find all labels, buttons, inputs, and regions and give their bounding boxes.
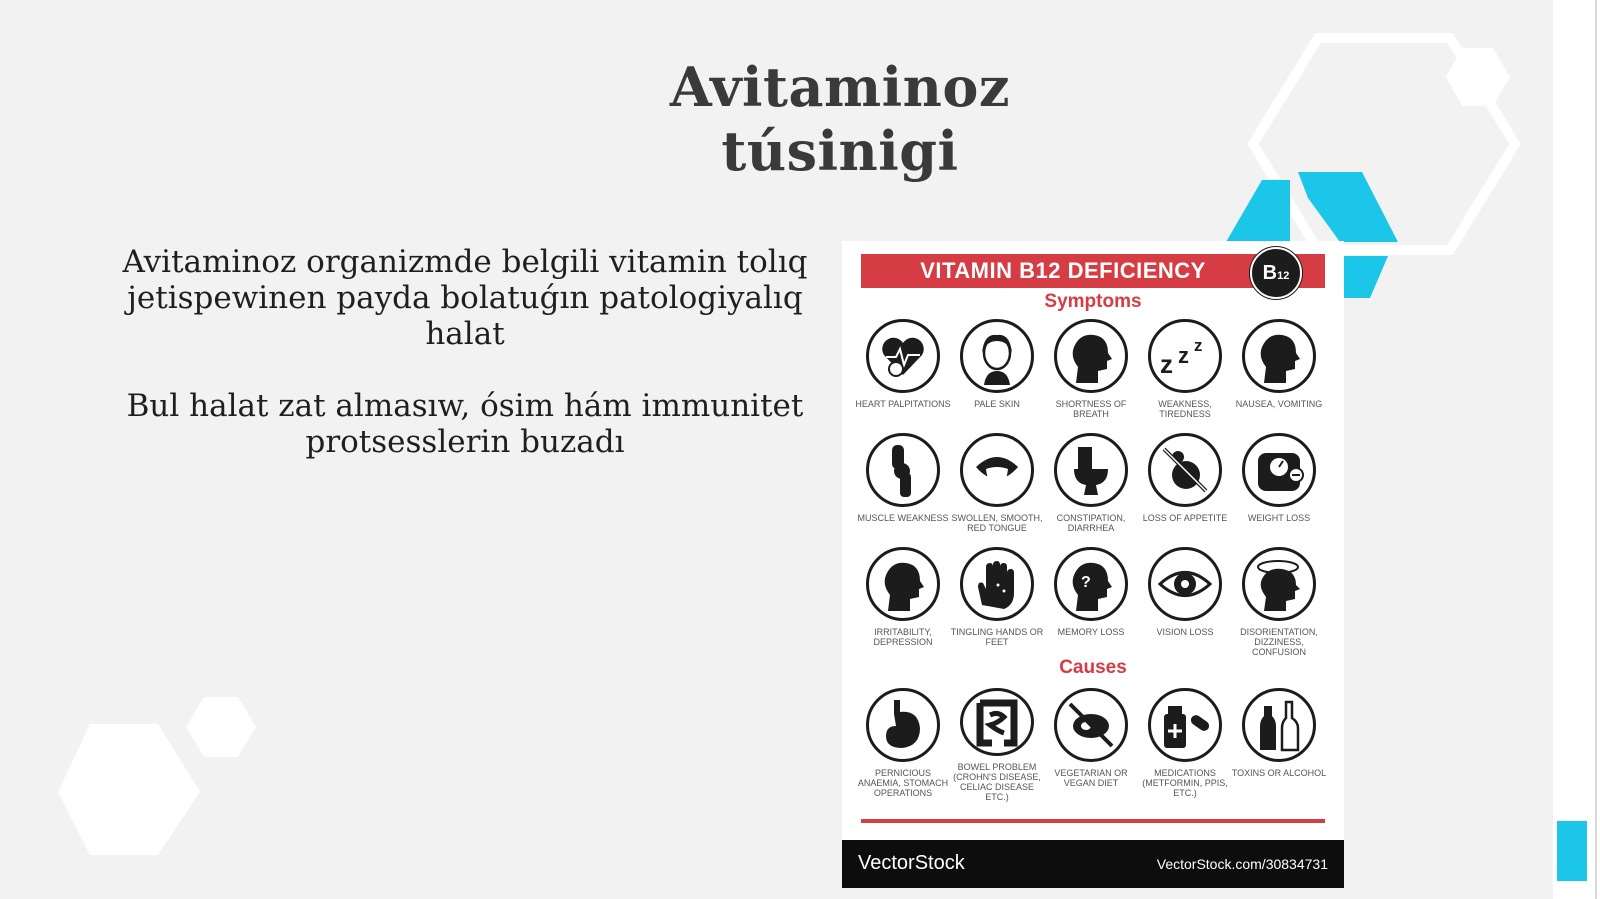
vertical-scrollbar[interactable] bbox=[1553, 0, 1600, 899]
symptom-item bbox=[1138, 547, 1232, 661]
cause-label: BOWEL PROBLEM (CROHN'S DISEASE, CELIAC DISEASE ETC.) bbox=[953, 762, 1041, 802]
symptom-label: SWOLLEN, SMOOTH, RED TONGUE bbox=[951, 513, 1043, 533]
symptoms-heading: Symptoms bbox=[1044, 291, 1142, 312]
knee-icon bbox=[866, 433, 940, 507]
symptom-item bbox=[1138, 433, 1232, 547]
symptom-label: HEART PALPITATIONS bbox=[855, 399, 951, 409]
cause-item bbox=[1232, 688, 1326, 802]
head-question-icon bbox=[1054, 547, 1128, 621]
symptom-item bbox=[1044, 547, 1138, 661]
cyan-hexagon-fragment bbox=[1344, 256, 1388, 298]
b12-deficiency-infographic bbox=[842, 241, 1344, 888]
symptom-label: MEMORY LOSS bbox=[1057, 627, 1125, 637]
cause-label: PERNICIOUS ANAEMIA, STOMACH OPERATIONS bbox=[857, 768, 949, 798]
head-profile-icon bbox=[1054, 319, 1128, 393]
scrollbar-thumb[interactable] bbox=[1557, 821, 1587, 881]
hand-icon bbox=[960, 547, 1034, 621]
footer-url: VectorStock.com/30834731 bbox=[1156, 856, 1328, 872]
causes-grid bbox=[856, 688, 1326, 802]
cause-item bbox=[1044, 688, 1138, 802]
svg-text:z: z bbox=[1194, 336, 1203, 355]
symptoms-grid bbox=[856, 319, 1326, 661]
symptom-item bbox=[950, 433, 1044, 547]
footer-brand: VectorStock bbox=[858, 852, 965, 874]
symptom-label: IRRITABILITY, DEPRESSION bbox=[873, 627, 933, 647]
sleep-zzz-icon bbox=[1148, 319, 1222, 393]
symptom-label: NAUSEA, VOMITING bbox=[1235, 399, 1323, 409]
symptom-label: LOSS OF APPETITE bbox=[1142, 513, 1228, 523]
head-dizzy-icon bbox=[1242, 547, 1316, 621]
cyan-hexagon-fragment bbox=[1298, 172, 1398, 242]
head-profile-icon bbox=[1242, 319, 1316, 393]
intestine-icon bbox=[960, 688, 1034, 756]
head-profile-icon bbox=[866, 547, 940, 621]
heart-icon bbox=[866, 319, 940, 393]
symptom-item bbox=[1232, 433, 1326, 547]
b12-badge-letter: B bbox=[1262, 262, 1278, 284]
slide-body bbox=[110, 244, 820, 496]
white-hexagon-small bbox=[186, 697, 256, 757]
svg-text:z: z bbox=[1178, 343, 1189, 368]
symptom-label: WEIGHT LOSS bbox=[1247, 513, 1311, 523]
cause-label: TOXINS OR ALCOHOL bbox=[1231, 768, 1327, 778]
cause-item bbox=[950, 688, 1044, 802]
white-hexagon-small bbox=[1446, 48, 1510, 106]
effects-paragraph: Bul halat zat almasıw, ósim hám immunitet protsesslerin buzadı bbox=[126, 388, 804, 460]
symptom-label: TINGLING HANDS OR FEET bbox=[950, 627, 1044, 647]
symptom-item bbox=[856, 547, 950, 661]
symptom-item bbox=[1138, 319, 1232, 433]
toilet-icon bbox=[1054, 433, 1128, 507]
symptom-label: WEAKNESS, TIREDNESS bbox=[1158, 399, 1212, 419]
eye-icon bbox=[1148, 547, 1222, 621]
cause-item bbox=[1138, 688, 1232, 802]
cyan-hexagon-fragment bbox=[1226, 180, 1290, 242]
b12-badge-sub: 12 bbox=[1277, 270, 1290, 282]
symptom-item bbox=[1232, 547, 1326, 661]
watermark-footer bbox=[842, 840, 1344, 888]
symptom-item bbox=[856, 319, 950, 433]
symptom-item bbox=[1044, 319, 1138, 433]
stomach-icon bbox=[866, 688, 940, 762]
symptom-label: SHORTNESS OF BREATH bbox=[1055, 399, 1127, 419]
symptom-item bbox=[950, 547, 1044, 661]
definition-paragraph: Avitaminoz organizmde belgili vitamin tolıq jetispewinen payda bolatuǵın patologiyalıq halat bbox=[122, 244, 808, 352]
symptom-item bbox=[1044, 433, 1138, 547]
symptom-label: CONSTIPATION, DIARRHEA bbox=[1056, 513, 1126, 533]
symptom-item bbox=[856, 433, 950, 547]
bottles-icon bbox=[1242, 688, 1316, 762]
svg-text:?: ? bbox=[1081, 574, 1091, 591]
causes-heading: Causes bbox=[1059, 657, 1127, 678]
divider-line bbox=[861, 819, 1325, 823]
symptom-label: PALE SKIN bbox=[974, 399, 1020, 409]
no-meat-icon bbox=[1054, 688, 1128, 762]
symptom-item bbox=[950, 319, 1044, 433]
symptom-label: DISORIENTATION, DIZZINESS, CONFUSION bbox=[1240, 627, 1318, 657]
cause-label: MEDICATIONS (METFORMIN, PPIS, ETC.) bbox=[1142, 768, 1228, 798]
medicine-icon bbox=[1148, 688, 1222, 762]
infographic-title: VITAMIN B12 DEFICIENCY bbox=[861, 254, 1325, 288]
cause-item bbox=[856, 688, 950, 802]
svg-text:z: z bbox=[1160, 349, 1173, 379]
tongue-icon bbox=[960, 433, 1034, 507]
face-icon bbox=[960, 319, 1034, 393]
slide-title: Avitaminoz túsinigi bbox=[669, 55, 1011, 183]
symptom-label: VISION LOSS bbox=[1156, 627, 1214, 637]
symptom-label: MUSCLE WEAKNESS bbox=[857, 513, 949, 523]
scale-icon bbox=[1242, 433, 1316, 507]
cause-label: VEGETARIAN OR VEGAN DIET bbox=[1054, 768, 1128, 788]
white-hexagon bbox=[58, 724, 200, 855]
symptom-item bbox=[1232, 319, 1326, 433]
no-food-icon bbox=[1148, 433, 1222, 507]
scrollbar-track-edge bbox=[1595, 0, 1597, 899]
